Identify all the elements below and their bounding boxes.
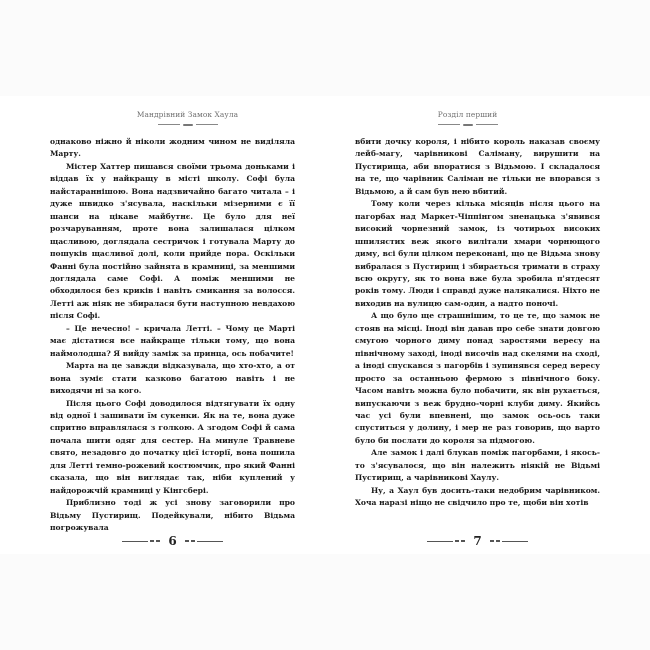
- ornament-line-icon: [158, 124, 180, 125]
- paragraph: Марта на це завжди відказувала, що хто-хто, а от вона зуміє стати казково багатою навіть і не виходячи ні за кого.: [50, 361, 295, 396]
- header-ornament: [50, 123, 325, 126]
- footer-ornament-icon: [185, 540, 223, 542]
- page-number-footer: [355, 534, 600, 548]
- running-head-chapter-title: Розділ перший: [437, 110, 498, 119]
- header-ornament: [325, 123, 610, 126]
- ornament-line-icon: [196, 124, 218, 125]
- book-spread: [0, 96, 650, 554]
- paragraph: Після цього Софі доводилося відтягувати їх одну від одної і зашивати їм сукенки. Як на те, вона дуже спритно вправлялася з голкою. А згодом Софі й сама почала шити одяг для сестер. На минуле Травневе свято, незадовго до початку цієї історії, вона пошила для Летті темно-рожевий костюмчик, про який Фанні сказала, що він виглядає так, ніби куплений у найдорожчій крамниці у Кінгсбері.: [50, 398, 295, 495]
- page-number: 7: [473, 534, 482, 548]
- running-head-book-title: Мандрівний Замок Хаула: [136, 110, 239, 119]
- body-text: [355, 136, 600, 510]
- ornament-flourish-icon: [183, 124, 193, 126]
- paragraph: Ну, а Хаул був досить-таки недобрим чарівником. Хоча наразі ніщо не свідчило про те, щоби він хотів: [355, 485, 600, 508]
- page-number: 6: [168, 534, 177, 548]
- page-number-footer: [50, 534, 295, 548]
- paragraph: А що було ще страшнішим, то це те, що замок не стояв на місці. Іноді він давав про себе знати довгою смугою чорного диму понад заростями вересу на північному заході, іноді височів над скелями на сході, а іноді спускався з пагорбів і зупинявся серед вересу просто за останньою фермою з північного боку. Часом навіть можна було побачити, як він рухається, випускаючи з веж брудно-чорні клуби диму. Якийсь час усі були впевнені, що замок ось-ось таки спуститься у долину, і мер не раз говорив, що варто було би послати до короля за підмогою.: [355, 311, 600, 445]
- left-page: [0, 96, 325, 554]
- paragraph: Приблизно тоді ж усі знову заговорили про Відьму Пустирищ. Подейкували, нібито Відьма погрожувала: [50, 498, 295, 533]
- body-text: [50, 136, 295, 535]
- right-page: [325, 96, 650, 554]
- paragraph: – Це нечесно! – кричала Летті. – Чому це Марті має дістатися все найкраще тільки тому, що вона наймолодша? Я вийду заміж за принца, ось побачите!: [50, 323, 295, 358]
- footer-ornament-icon: [122, 540, 160, 542]
- paragraph: однаково ніжно й ніколи жодним чином не виділяла Марту.: [50, 137, 295, 159]
- ornament-flourish-icon: [463, 124, 473, 126]
- ornament-line-icon: [476, 124, 498, 125]
- footer-ornament-icon: [490, 540, 528, 542]
- ornament-line-icon: [438, 124, 460, 125]
- paragraph: Але замок і далі блукав поміж пагорбами, і якось-то з'ясувалося, що він належить ніякій не Відьмі Пустирищ, а чарівникові Хаулу.: [355, 448, 600, 483]
- paragraph: вбити дочку короля, і нібито король наказав своєму лейб-магу, чарівникові Саліману, вирушити на Пустирища, аби впоратися з Відьмою. І складалося на те, що чарівник Саліман не тільки не впорався з Відьмою, а й сам був нею вбитий.: [355, 137, 600, 196]
- footer-ornament-icon: [427, 540, 465, 542]
- paragraph: Містер Хаттер пишався своїми трьома доньками і віддав їх у найкращу в місті школу. Софі була найстараннішою. Вона надзвичайно багато читала – і дуже швидко з'ясувала, наскільки мізерними є її шанси на цікаве майбутнє. Це було для неї розчаруванням, проте вона залишалася цілком щасливою, доглядала сестричок і готувала Марту до пошуків щасливої долі, коли прийде пора. Оскільки Фанні була постійно зайнята в крамниці, за меншими доглядала саме Софі. А поміж меншими не обходилося без криків і навіть смикання за волосся. Летті аж ніяк не збиралася бути наступною невдахою після Софі.: [50, 161, 295, 321]
- paragraph: Тому коли через кілька місяців після цього на пагорбах над Маркет-Чіппінгом зненацька з'явився високий чорнезний замок, із чотирьох високих шпилястих веж якого вилітали хмари чорнющого диму, всі були цілком переконані, що це Відьма знову вибралася з Пустирищ і збирається тримати в страху всю округу, як то вона вже була зробила п'ятдесят років тому. Люди і справді дуже налякалися. Ніхто не виходив на вулицю сам-один, а надто поночі.: [355, 199, 600, 308]
